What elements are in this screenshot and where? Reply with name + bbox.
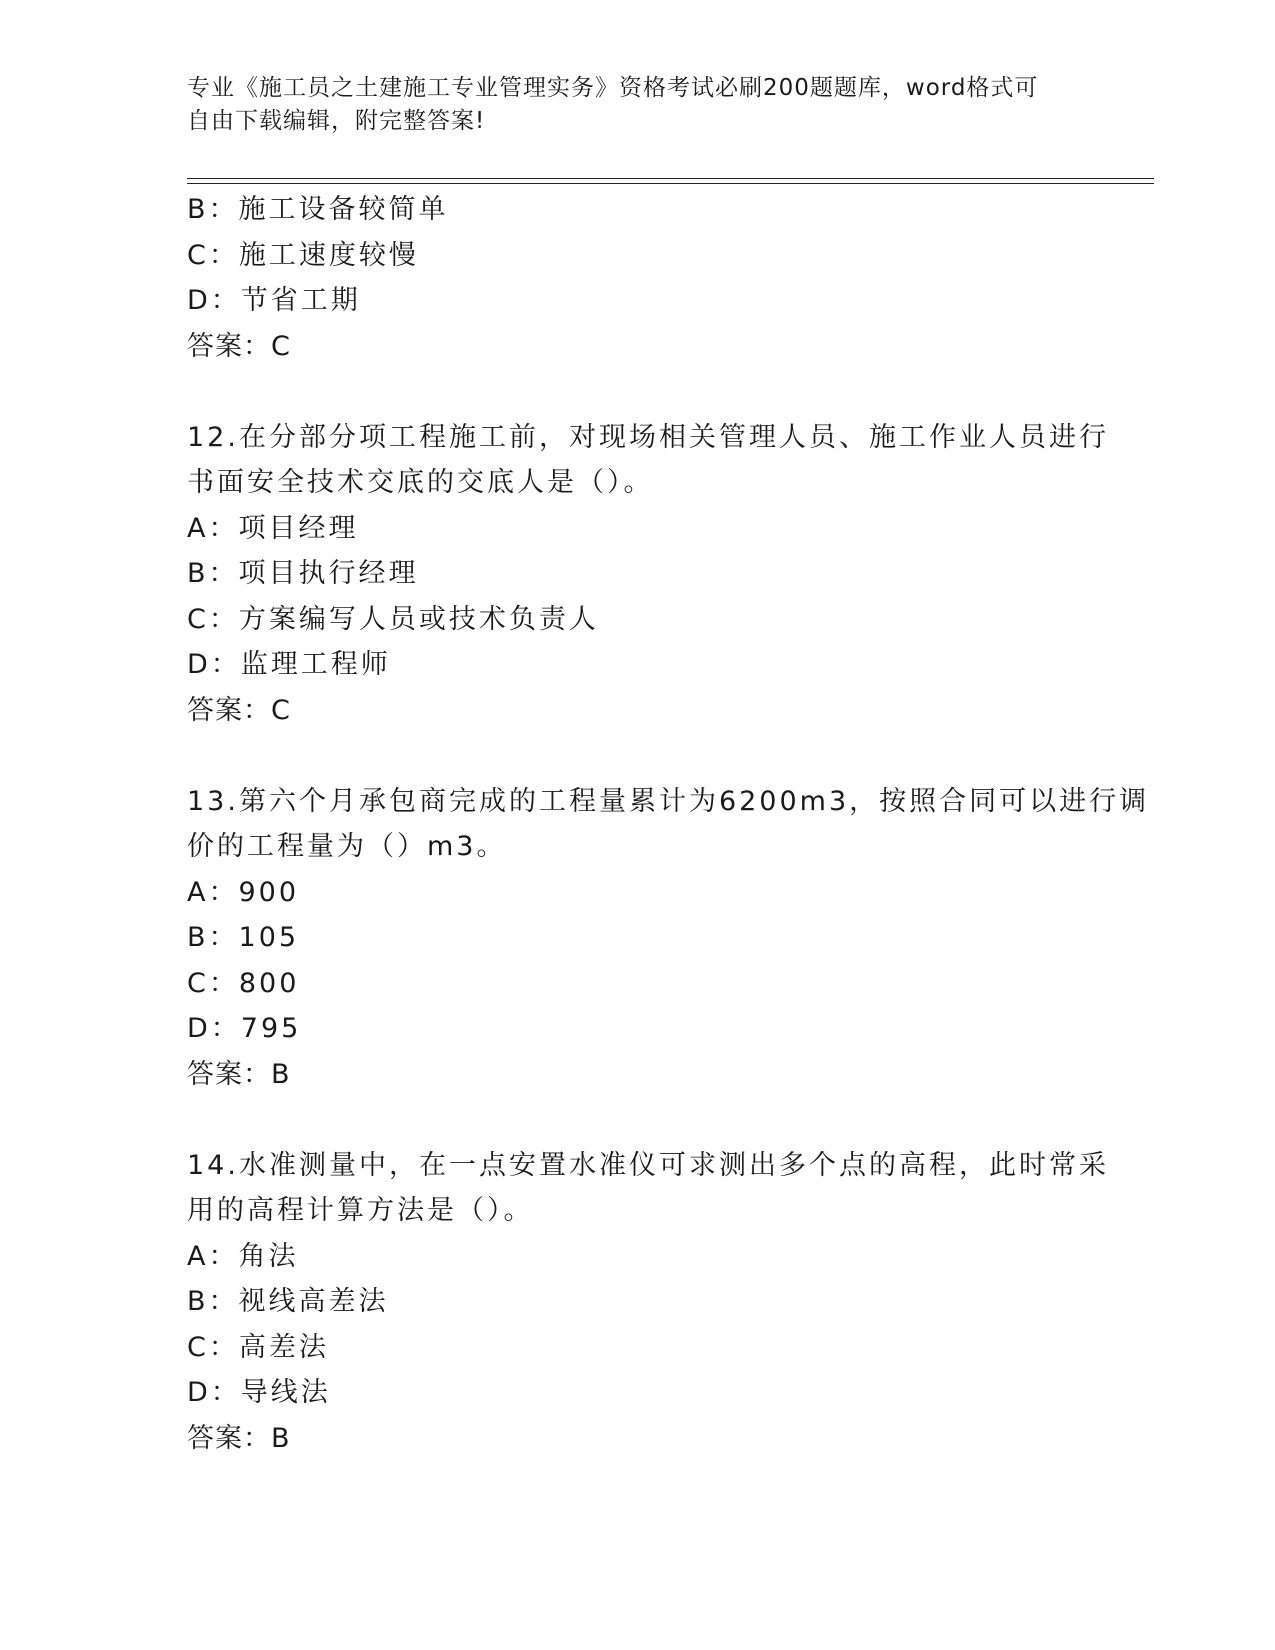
answer-line: 答案：C <box>187 694 291 726</box>
option-b: B：项目执行经理 <box>187 558 419 589</box>
answer-line: 答案：B <box>187 1058 291 1090</box>
question-text-line: 13.第六个月承包商完成的工程量累计为6200m3，按照合同可以进行调 <box>187 785 1150 817</box>
header-title-line-2: 自由下载编辑，附完整答案! <box>187 108 486 134</box>
option-b: B：105 <box>187 922 300 953</box>
option-d: D：795 <box>187 1013 302 1044</box>
option-c: C：高差法 <box>187 1331 329 1363</box>
spacer <box>187 369 1087 415</box>
header-divider-top <box>187 178 1154 179</box>
question-12 <box>187 415 1109 734</box>
document-body <box>187 187 1150 1461</box>
option-c: C：施工速度较慢 <box>187 239 419 271</box>
option-a: A：900 <box>187 876 300 908</box>
question-text-line: 14.水准测量中，在一点安置水准仪可求测出多个点的高程，此时常采 <box>187 1149 1109 1181</box>
option-d: D：节省工期 <box>187 285 361 316</box>
header-title-line-1: 专业《施工员之土建施工专业管理实务》资格考试必刷200题题库，word格式可 <box>187 75 1039 101</box>
option-d: D：监理工程师 <box>187 649 391 680</box>
question-13 <box>187 779 1150 1098</box>
header-divider-bottom <box>187 183 1154 184</box>
option-b: B：视线高差法 <box>187 1286 389 1317</box>
option-a: A：角法 <box>187 1240 299 1272</box>
option-d: D：导线法 <box>187 1377 331 1408</box>
answer-line: 答案：C <box>187 330 291 362</box>
spacer <box>187 1097 1087 1143</box>
option-c: C：方案编写人员或技术负责人 <box>187 603 599 635</box>
question-text-line: 12.在分部分项工程施工前，对现场相关管理人员、施工作业人员进行 <box>187 421 1109 453</box>
option-c: C：800 <box>187 967 300 999</box>
option-b: B：施工设备较简单 <box>187 194 449 225</box>
question-text-line: 用的高程计算方法是（）。 <box>187 1195 534 1226</box>
spacer <box>187 733 1087 779</box>
page-header <box>187 72 1067 138</box>
question-text-line: 价的工程量为（）m3。 <box>187 831 507 862</box>
question-11-continued <box>187 187 1087 369</box>
option-a: A：项目经理 <box>187 512 359 544</box>
answer-line: 答案：B <box>187 1422 291 1454</box>
question-text-line: 书面安全技术交底的交底人是（）。 <box>187 467 654 498</box>
question-14 <box>187 1143 1109 1462</box>
